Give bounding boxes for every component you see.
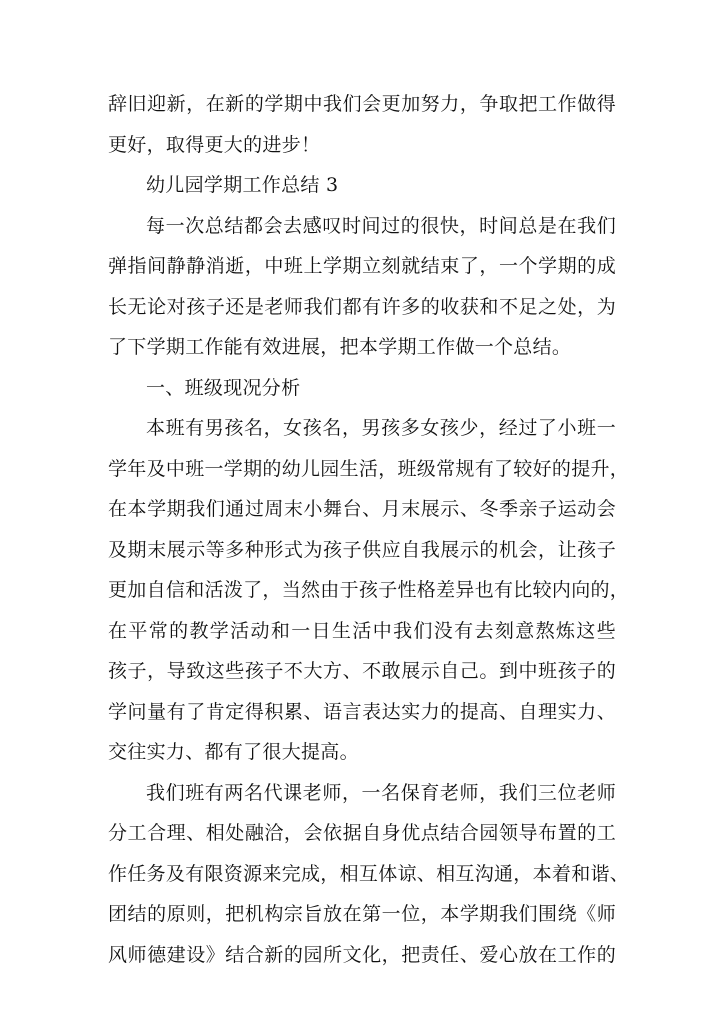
document-line: 辞旧迎新，在新的学期中我们会更加努力，争取把工作做得 [108, 93, 616, 115]
document-line: 更好，取得更大的进步！ [108, 133, 321, 156]
document-line: 在本学期我们通过周末小舞台、月末展示、冬季亲子运动会 [108, 498, 616, 520]
document-line: 风师德建设》结合新的园所文化，把责任、爱心放在工作的 [108, 943, 616, 966]
document-body [108, 84, 630, 975]
document-line: 孩子，导致这些孩子不大方、不敢展示自己。到中班孩子的 [108, 660, 616, 682]
document-line: 更加自信和活泼了，当然由于孩子性格差异也有比较内向的， [108, 579, 630, 601]
document-line: 交往实力、都有了很大提高。 [108, 741, 359, 763]
document-line: 了下学期工作能有效进展，把本学期工作做一个总结。 [108, 336, 572, 358]
document-line: 在平常的教学活动和一日生活中我们没有去刻意熬炼这些 [108, 619, 616, 642]
document-line: 分工合理、相处融洽，会依据自身优点结合园领导布置的工 [108, 822, 616, 844]
document-line: 团结的原则，把机构宗旨放在第一位，本学期我们围绕《师 [108, 903, 616, 925]
document-line: 本班有男孩名，女孩名，男孩多女孩少，经过了小班一 [146, 417, 616, 439]
document-line: 学年及中班一学期的幼儿园生活，班级常规有了较好的提升， [108, 457, 630, 480]
document-line: 学问量有了肯定得积累、语言表达实力的提高、自理实力、 [108, 700, 616, 723]
document-line: 幼儿园学期工作总结 3 [146, 174, 339, 196]
document-line: 弹指间静静消逝，中班上学期立刻就结束了，一个学期的成 [108, 255, 616, 277]
document-line: 我们班有两名代课老师，一名保育老师，我们三位老师 [146, 781, 616, 804]
document-line: 每一次总结都会去感叹时间过的很快，时间总是在我们 [146, 214, 616, 237]
document-line: 长无论对孩子还是老师我们都有许多的收获和不足之处，为 [108, 295, 616, 318]
document-line: 一、班级现况分析 [146, 376, 301, 399]
document-line: 作任务及有限资源来完成，相互体谅、相互沟通，本着和谐、 [108, 862, 630, 885]
document-line: 及期末展示等多种形式为孩子供应自我展示的机会，让孩子 [108, 538, 616, 561]
